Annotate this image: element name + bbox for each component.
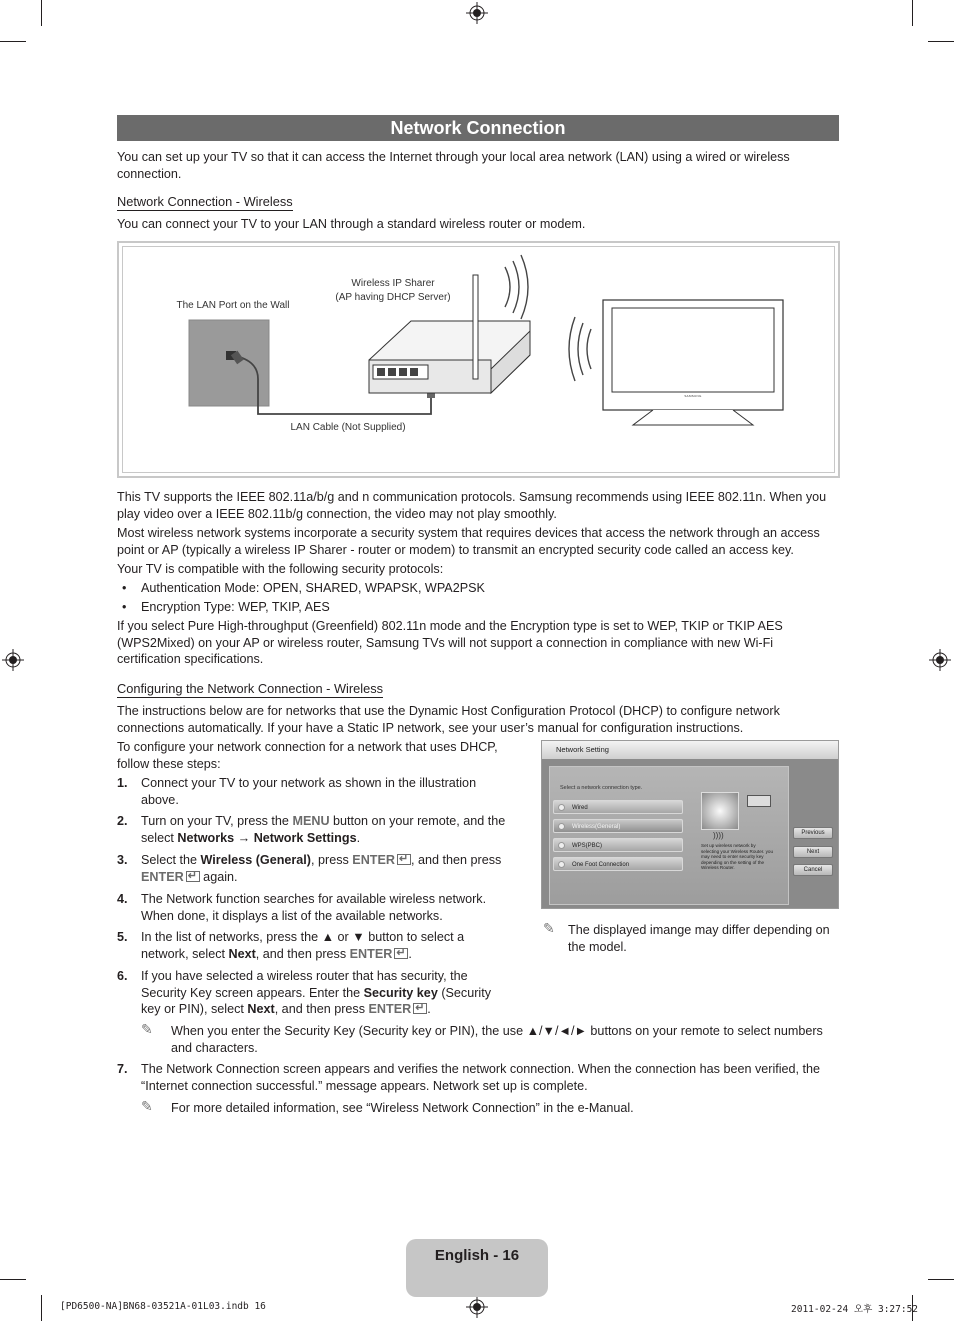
page-title: Network Connection <box>117 115 839 141</box>
screen-title: Network Setting <box>542 741 838 759</box>
step-2 <box>117 813 527 846</box>
step-number: 7. <box>117 1062 128 1076</box>
note-pencil-icon: ✎ <box>141 1098 153 1114</box>
protocols-paragraph: This TV supports the IEEE 802.11a/b/g and n communication protocols. Samsung recommends using IEEE 802.11n. When you play video over a IEEE 802.11b/g connection, the video may not play smoothly. <box>117 490 827 521</box>
menu-key-label: MENU <box>292 814 330 828</box>
network-diagram <box>117 241 840 478</box>
step-1 <box>117 775 507 808</box>
list-item: • Authentication Mode: OPEN, SHARED, WPAPSK, WPA2PSK <box>117 580 837 597</box>
step-number: 2. <box>117 814 128 828</box>
step-4 <box>117 891 507 924</box>
crop-mark <box>41 1295 42 1321</box>
text-run: . <box>408 946 412 961</box>
router-antenna <box>473 275 478 379</box>
option-wireless-general[interactable]: Wireless(General) <box>553 819 683 833</box>
step-3 <box>117 852 527 885</box>
text-run: , press <box>311 853 353 867</box>
label-lan-port: The LAN Port on the Wall <box>176 300 290 311</box>
page-number-label: English - 16 <box>434 1247 520 1264</box>
tv-wireless-signal-icon <box>569 317 591 381</box>
step-7-note <box>141 1100 831 1117</box>
registration-mark-icon <box>929 649 951 671</box>
security-key-label: Security key <box>363 985 438 1000</box>
step-6-note <box>141 1023 831 1056</box>
step-number: 4. <box>117 892 128 906</box>
enter-icon <box>397 854 411 865</box>
text-run: again. <box>199 869 238 884</box>
label-lan-cable: LAN Cable (Not Supplied) <box>290 422 406 433</box>
arrow-glyph: → <box>234 830 254 845</box>
print-slug-right: 2011-02-24 오후 3:27:52 <box>791 1304 919 1315</box>
enter-icon <box>394 948 408 959</box>
step-number: 3. <box>117 853 128 867</box>
menu-item-networks: Networks <box>177 830 235 845</box>
screen-note <box>543 922 833 955</box>
menu-item-network-settings: Network Settings <box>253 830 357 845</box>
wall-panel <box>189 320 269 406</box>
intro-paragraph: You can set up your TV so that it can access the Internet through your local area network (LAN) using a wired or wireless connection. <box>117 150 790 181</box>
compat-paragraph: Your TV is compatible with the following security protocols: <box>117 562 444 576</box>
section-heading-config: Configuring the Network Connection - Wireless <box>117 681 384 696</box>
next-label: Next <box>247 1002 275 1016</box>
registration-mark-icon <box>2 649 24 671</box>
diagram-frame <box>122 246 835 473</box>
step-number: 5. <box>117 930 128 944</box>
text-run: Turn on your TV, press the <box>141 814 293 828</box>
greenfield-paragraph: If you select Pure High-throughput (Greenfield) 802.11n mode and the Encryption type is set to WEP, TKIP or TKIP AES (WPS2Mixed) on your AP or wireless router, Samsung TVs will not support a connection in compliance with new Wi-Fi certification specifications. <box>117 619 783 666</box>
text-run: . <box>427 1002 431 1016</box>
crop-mark <box>0 1279 26 1280</box>
next-label: Next <box>228 946 256 961</box>
step-text <box>141 968 512 1018</box>
crop-mark <box>928 41 954 42</box>
step-text <box>141 852 527 885</box>
print-slug-left: [PD6500-NA]BN68-03521A-01L03.indb 16 <box>60 1301 266 1312</box>
text-run: . <box>356 830 361 845</box>
note-text: For more detailed information, see “Wireless Network Connection” in the e-Manual. <box>171 1101 634 1115</box>
router-mini-icon <box>747 795 771 807</box>
step-text <box>141 813 527 846</box>
wifi-icon: )))) <box>713 831 724 840</box>
enter-key-label: ENTER <box>349 946 393 961</box>
enter-key-label: ENTER <box>352 853 395 867</box>
label-sharer-line1: Wireless IP Sharer <box>351 278 435 289</box>
security-paragraph: Most wireless network systems incorporate a security system that requires devices that access the network through an access point or AP (typically a wireless IP Sharer - router or modem) to transmit an encrypted security code called an access key. <box>117 526 820 557</box>
option-wps-pbc[interactable]: WPS(PBC) <box>553 838 683 852</box>
steps-intro: To configure your network connection for a network that uses DHCP, follow these steps: <box>117 740 498 771</box>
note-pencil-icon: ✎ <box>141 1021 153 1037</box>
step-5 <box>117 929 492 962</box>
step-text <box>141 929 492 962</box>
enter-icon <box>186 871 200 882</box>
next-button[interactable]: Next <box>793 846 833 858</box>
connection-prompt: Select a network connection type. <box>560 785 643 791</box>
wireless-lead: You can connect your TV to your LAN through a standard wireless router or modem. <box>117 217 586 231</box>
registration-mark-icon <box>466 2 488 24</box>
preview-image <box>701 792 739 830</box>
network-setting-screen <box>541 740 839 909</box>
text-run: In the list of networks, press the ▲ or ▼ button to select a network, select <box>141 930 465 961</box>
option-one-foot-connection[interactable]: One Foot Connection <box>553 857 683 871</box>
crop-mark <box>41 0 42 26</box>
text-run: (Security key or PIN), select <box>141 985 492 1016</box>
note-text: When you enter the Security Key (Security key or PIN), the use ▲/▼/◄/► buttons on your remote to select numbers and characters. <box>171 1024 823 1055</box>
text-run: Select the <box>141 853 201 867</box>
text-run: If you have selected a wireless router that has security, the Security Key screen appears. Enter the <box>141 969 468 1000</box>
section-heading-wireless: Network Connection - Wireless <box>117 194 293 209</box>
crop-mark <box>0 41 26 42</box>
note-text: The displayed imange may differ depending on the model. <box>568 923 830 954</box>
text-run: , and then press <box>410 853 502 867</box>
step-7 <box>117 1061 839 1094</box>
label-sharer-line2: (AP having DHCP Server) <box>335 292 451 303</box>
step-text: The Network function searches for available wireless network. When done, it displays a list of the available networks. <box>141 892 487 923</box>
enter-key-label: ENTER <box>141 869 184 884</box>
tv-brand-logo: SAMSUNG <box>684 394 702 398</box>
step-6 <box>117 968 512 1018</box>
note-pencil-icon: ✎ <box>543 920 555 936</box>
step-text: Connect your TV to your network as shown in the illustration above. <box>141 776 477 807</box>
option-description: Set up wireless network by selecting your Wireless Router. you may need to enter security key depending on the setting of the Wireless Router. <box>701 843 773 870</box>
step-text: The Network Connection screen appears and verifies the network connection. When the connection has been verified, the “Internet connection successful.” message appears. Network set up is complete. <box>141 1062 821 1093</box>
dhcp-paragraph: The instructions below are for networks that use the Dynamic Host Configuration Protocol (DHCP) to configure network connections automatically. If your have a Static IP network, see your user’s manual for configuration instructions. <box>117 704 780 735</box>
option-wireless-general: Wireless (General) <box>200 853 311 867</box>
step-number: 1. <box>117 776 128 790</box>
cancel-button[interactable]: Cancel <box>793 864 833 876</box>
list-item: • Encryption Type: WEP, TKIP, AES <box>117 599 837 616</box>
crop-mark <box>912 0 913 26</box>
text-run: button on your remote, and the select <box>141 814 506 845</box>
enter-key-label: ENTER <box>368 1002 412 1016</box>
registration-mark-icon <box>466 1296 488 1318</box>
tv-stand <box>633 410 753 425</box>
diagram-illustration <box>123 247 834 472</box>
enter-icon <box>413 1003 427 1014</box>
tv-screen <box>612 308 774 392</box>
text-run: , and then press <box>255 946 350 961</box>
connection-type-panel <box>549 766 789 905</box>
option-wired[interactable]: Wired <box>553 800 683 814</box>
step-number: 6. <box>117 969 128 983</box>
security-protocol-list <box>117 580 837 618</box>
router-wireless-signal-icon <box>505 255 528 319</box>
text-run: , and then press <box>274 1002 369 1016</box>
crop-mark <box>928 1279 954 1280</box>
previous-button[interactable]: Previous <box>793 827 833 839</box>
